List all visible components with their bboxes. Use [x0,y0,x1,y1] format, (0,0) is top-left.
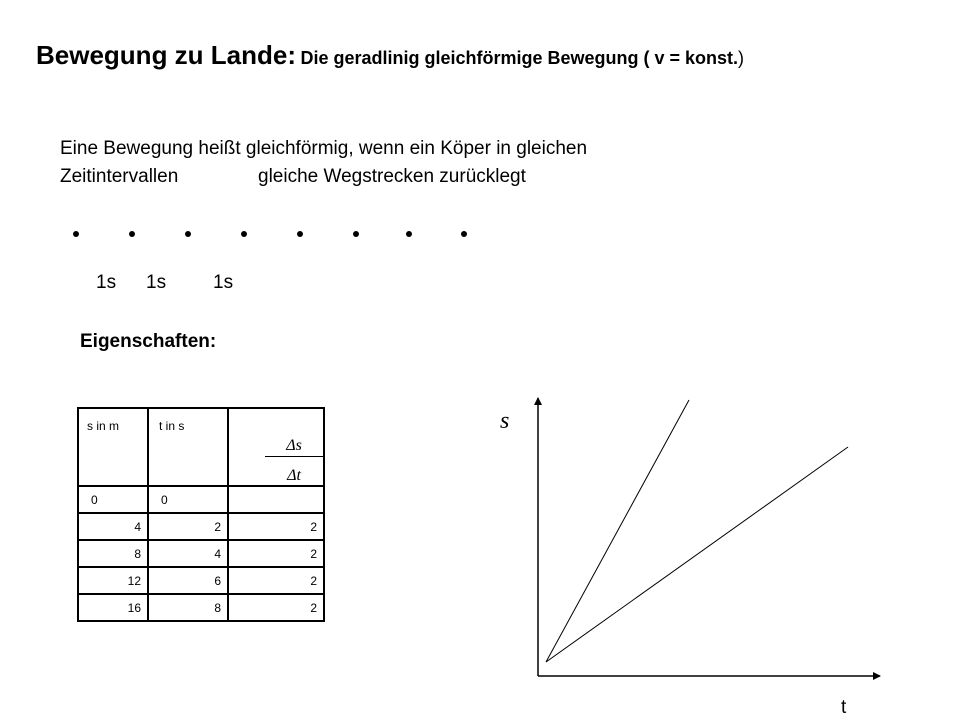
properties-heading: Eigenschaften: [80,331,217,352]
y-axis-label: s [500,408,510,434]
x-axis-label: t [841,697,847,718]
table-cell: 4 [148,540,228,567]
table-cell: 16 [78,594,148,621]
table-cell: 0 [148,486,228,513]
table-cell: 2 [228,540,324,567]
definition-line-1: Eine Bewegung heißt gleichförmig, wenn ein Köper in gleichen [60,138,588,159]
title-close-paren: ) [738,48,745,68]
table-cell: 0 [78,486,148,513]
ratio-denominator: Δt [287,467,301,484]
table-cell: 12 [78,567,148,594]
table-cell: 8 [78,540,148,567]
interval-label: 1s [146,272,167,293]
definition-line-2-start: Zeitintervallen [60,166,179,187]
ratio-numerator: Δs [265,427,323,457]
definition-line-2-end: gleiche Wegstrecken zurücklegt [258,166,526,187]
table-cell: 2 [228,594,324,621]
table-cell: 2 [228,513,324,540]
interval-label: 1s [96,272,117,293]
header-t-label: t in s [159,419,185,433]
table-cell: 8 [148,594,228,621]
shallow-graph-line [546,447,848,662]
interval-label: 1s [213,272,234,293]
header-s-label: s in m [87,419,120,433]
table-cell: 4 [78,513,148,540]
title-subtitle: Die geradlinig gleichförmige Bewegung ( v = konst. [300,48,739,68]
table-cell: 2 [148,513,228,540]
table-cell: 6 [148,567,228,594]
title-main: Bewegung zu Lande: [36,40,296,70]
steep-graph-line [546,400,689,662]
table-cell: 2 [228,567,324,594]
